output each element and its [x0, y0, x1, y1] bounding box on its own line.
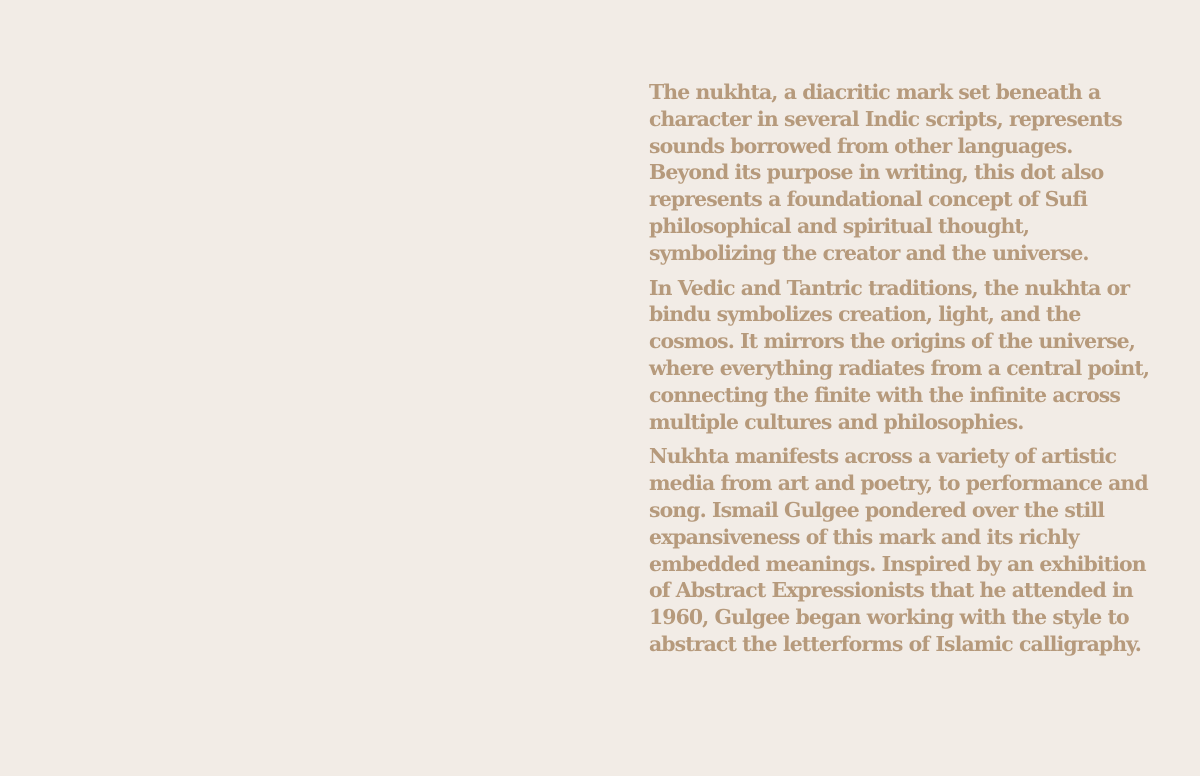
- text-line: The nukhta, a diacritic mark set beneath a: [649, 80, 1101, 104]
- text-line: symbolizing the creator and the universe.: [649, 240, 1089, 265]
- text-line: abstract the letterforms of Islamic calligraphy.: [649, 631, 1141, 656]
- text-line: multiple cultures and philosophies.: [649, 409, 1024, 434]
- text-line: cosmos. It mirrors the origins of the universe,: [649, 329, 1135, 354]
- text-line: where everything radiates from a central point,: [649, 355, 1150, 380]
- paragraph-nukhta-definition: [649, 79, 1139, 267]
- text-line: character in several Indic scripts, represents: [649, 106, 1122, 131]
- text-line: song. Ismail Gulgee pondered over the still: [649, 497, 1105, 522]
- text-line: bindu symbolizes creation, light, and the: [649, 302, 1081, 327]
- text-line: In Vedic and Tantric traditions, the nukhta or: [649, 275, 1130, 300]
- text-line: 1960, Gulgee began working with the style to: [649, 605, 1129, 630]
- text-line: Nukhta manifests across a variety of artistic: [649, 444, 1117, 469]
- text-line: Beyond its purpose in writing, this dot also: [649, 160, 1104, 185]
- text-line: sounds borrowed from other languages.: [649, 133, 1073, 158]
- paragraph-vedic-tantric: [649, 275, 1150, 436]
- paragraph-gulgee: [649, 443, 1148, 657]
- text-line: connecting the finite with the infinite across: [649, 382, 1120, 407]
- text-line: embedded meanings. Inspired by an exhibition: [649, 551, 1146, 576]
- text-line: expansiveness of this mark and its richly: [649, 524, 1079, 549]
- text-line: media from art and poetry, to performance and: [649, 471, 1148, 496]
- article-text-column: [649, 79, 1150, 666]
- text-line: represents a foundational concept of Sufi: [649, 187, 1088, 212]
- text-line: of Abstract Expressionists that he attended in: [649, 578, 1133, 603]
- text-line: philosophical and spiritual thought,: [649, 213, 1030, 238]
